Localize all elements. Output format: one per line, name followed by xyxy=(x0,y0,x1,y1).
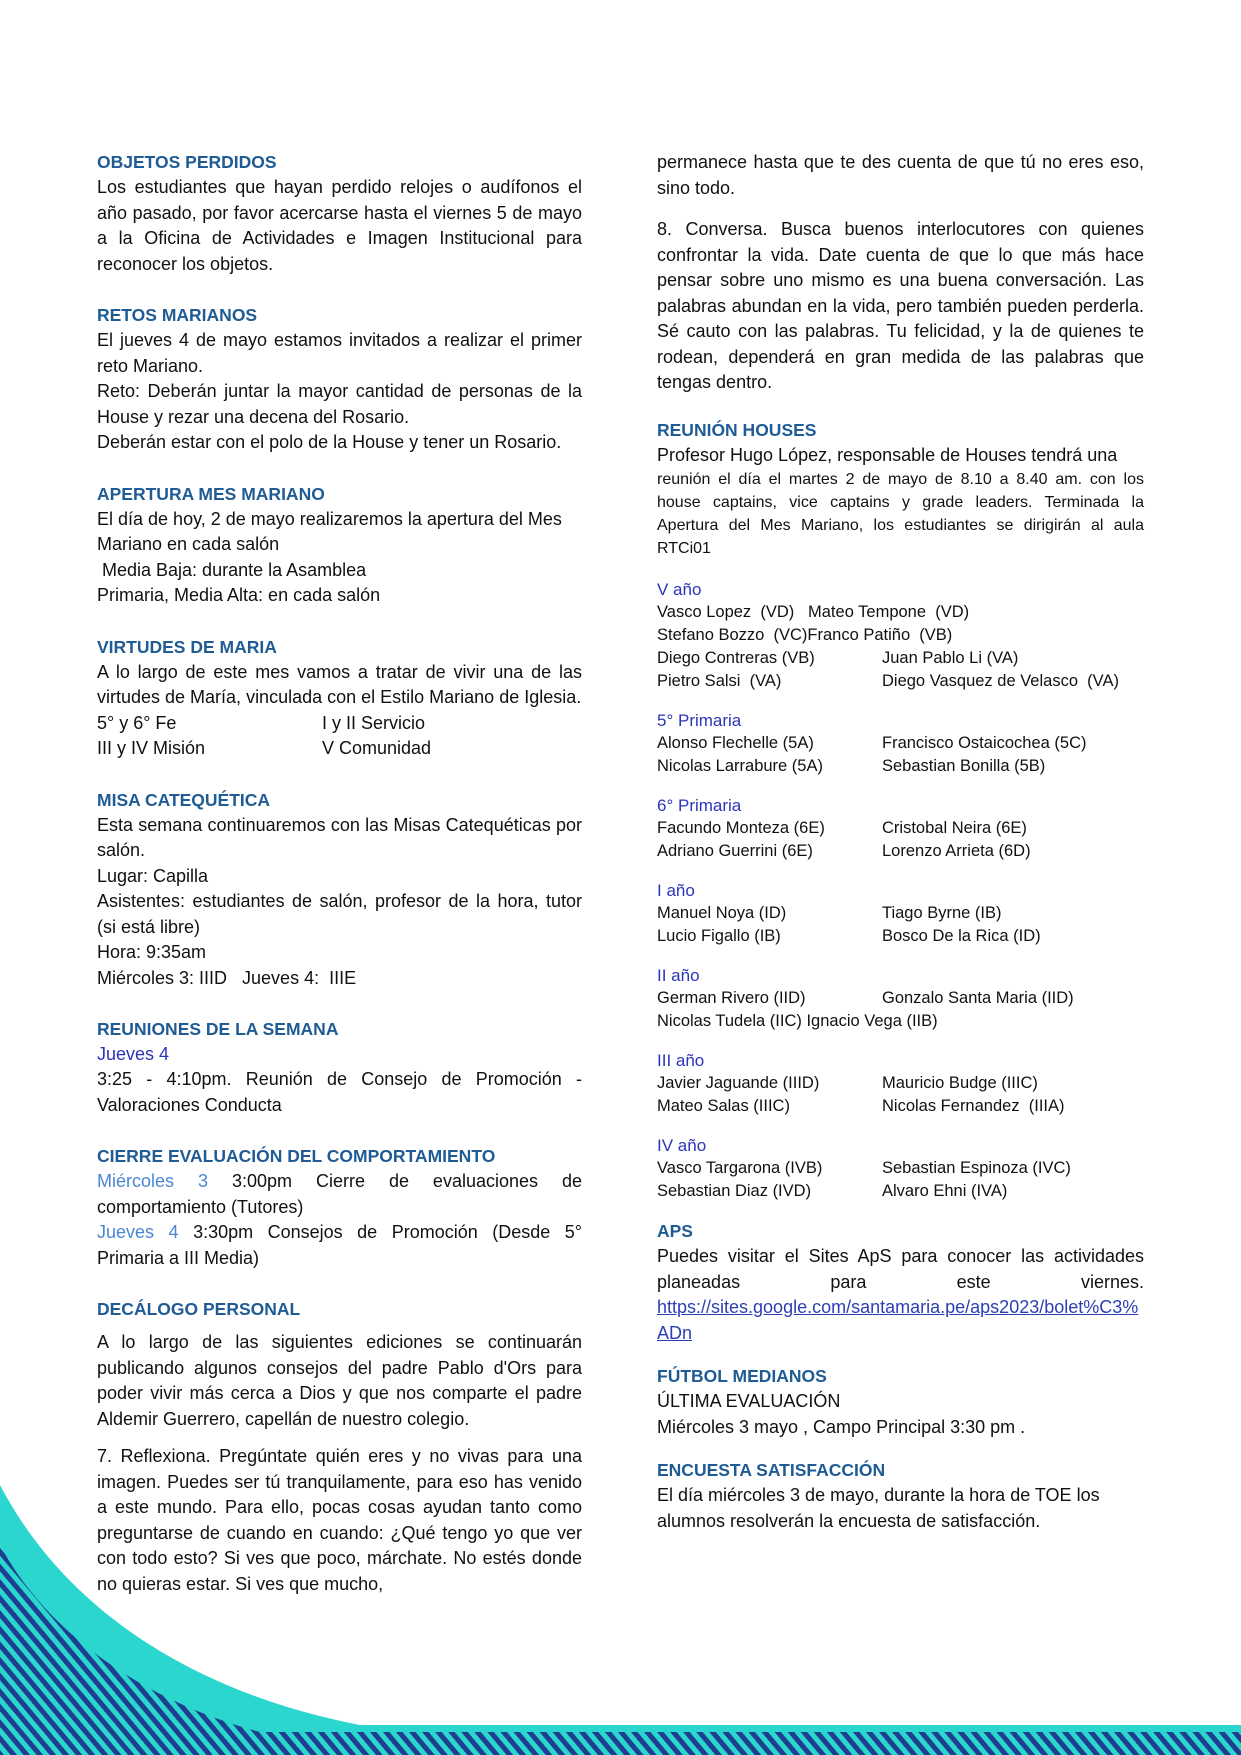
group-row xyxy=(657,987,1144,1010)
student-name: Vasco Targarona (IVB) xyxy=(657,1159,823,1177)
student-name: Juan Pablo Li (VA) xyxy=(882,649,1019,667)
house-group xyxy=(657,1134,1144,1203)
student-name: Vasco Lopez (VD) Mateo Tempone (VD) xyxy=(657,603,970,621)
group-row xyxy=(657,601,1144,624)
left-column xyxy=(97,150,582,1597)
group-row xyxy=(657,840,1144,863)
houses-groups xyxy=(657,578,1144,1203)
section-heading: ENCUESTA SATISFACCIÓN xyxy=(657,1460,886,1480)
section-text: Los estudiantes que hayan perdido relojes o audífonos el año pasado, por favor acercarse hasta el viernes 5 de mayo a la Oficina de Actividades e Imagen Institucional para reconocer los objetos. xyxy=(97,177,582,274)
section-encuesta xyxy=(657,1458,1144,1534)
group-row xyxy=(657,647,1144,670)
group-row xyxy=(657,925,1144,948)
section-futbol xyxy=(657,1364,1144,1440)
section-misa xyxy=(97,788,582,992)
student-name: German Rivero (IID) xyxy=(657,989,806,1007)
house-group xyxy=(657,794,1144,863)
decalogo-continuation: permanece hasta que te des cuenta de que tú no eres eso, sino todo. xyxy=(657,152,1144,198)
student-name: Manuel Noya (ID) xyxy=(657,904,787,922)
section-text: A lo largo de este mes vamos a tratar de vivir una de las virtudes de María, vinculada con el Estilo Mariano de Iglesia. xyxy=(97,661,582,707)
decalogo-item-8: 8. Conversa. Busca buenos interlocutores con quienes confrontar la vida. Date cuenta de que lo que más hace pensar sobre uno mismo es una buena conversación. Las palabras abundan en la vida, pero también pueden perderla. Sé cauto con las palabras. Tu felicidad, y la de quienes te rodean, dependerá en gran medida de las palabras que tengas dentro. xyxy=(657,219,1144,392)
student-name: Pietro Salsi (VA) xyxy=(657,672,782,690)
day-text: 3:00pm Cierre de evaluaciones de comportamiento (Tutores) xyxy=(97,1171,582,1217)
section-text: Media Baja: durante la Asamblea xyxy=(97,559,367,580)
section-text: Esta semana continuaremos con las Misas Catequéticas por salón. xyxy=(97,814,582,860)
group-title: V año xyxy=(657,580,702,599)
group-title: 6° Primaria xyxy=(657,796,742,815)
group-row xyxy=(657,1095,1144,1118)
section-text: reunión el día el martes 2 de mayo de 8.10 a 8.40 am. con los house captains, vice captains y grade leaders. Terminada la Apertura del Mes Mariano, los estudiantes se dirigirán al aula RTCi01 xyxy=(657,471,1144,557)
house-group xyxy=(657,578,1144,693)
virtud-item: III y IV Misión xyxy=(97,738,206,758)
student-name: Sebastian Diaz (IVD) xyxy=(657,1182,812,1200)
group-row xyxy=(657,624,1144,647)
group-row xyxy=(657,1010,1144,1033)
virtud-item: V Comunidad xyxy=(322,738,432,758)
day-label: Jueves 4 xyxy=(97,1222,179,1242)
section-heading: FÚTBOL MEDIANOS xyxy=(657,1366,827,1386)
student-name: Tiago Byrne (IB) xyxy=(882,904,1002,922)
aps-link[interactable]: https://sites.google.com/santamaria.pe/aps2023/bolet%C3%ADn xyxy=(657,1297,1139,1343)
section-text: Asistentes: estudiantes de salón, profesor de la hora, tutor (si está libre) xyxy=(97,891,582,937)
section-heading: DECÁLOGO PERSONAL xyxy=(97,1299,301,1319)
group-title: II año xyxy=(657,966,700,985)
section-text: Reto: Deberán juntar la mayor cantidad de personas de la House y rezar una decena del Rosario. xyxy=(97,381,582,427)
section-text: A lo largo de las siguientes ediciones se continuarán publicando algunos consejos del padre Pablo d'Ors para poder vivir más cerca a Dios y que nos comparte el padre Aldemir Guerrero, capellán de nuestro colegio. xyxy=(97,1332,582,1429)
section-text: El jueves 4 de mayo estamos invitados a realizar el primer reto Mariano. xyxy=(97,330,582,376)
student-name: Nicolas Fernandez (IIIA) xyxy=(882,1097,1065,1115)
section-retos-marianos xyxy=(97,303,582,456)
section-text: Puedes visitar el Sites ApS para conocer las actividades planeadas para este viernes. xyxy=(657,1246,1144,1292)
section-heading: MISA CATEQUÉTICA xyxy=(97,789,271,810)
group-row xyxy=(657,1180,1144,1203)
student-name: Nicolas Tudela (IIC) Ignacio Vega (IIB) xyxy=(657,1012,938,1030)
section-reuniones xyxy=(97,1017,582,1118)
group-title: III año xyxy=(657,1051,705,1070)
group-title: 5° Primaria xyxy=(657,711,742,730)
section-text: 7. Reflexiona. Pregúntate quién eres y no vivas para una imagen. Puedes ser tú tranquilamente, para eso has venido a este mundo. Para ello, pocas cosas ayudan tanto como preguntarse de cuando en cuando: ¿Qué tengo yo que ver con todo esto? Si ves que poco, márchate. No estés donde no quieras estar. Si ves que mucho, xyxy=(97,1446,582,1594)
section-text: Hora: 9:35am xyxy=(97,942,207,962)
student-name: Sebastian Bonilla (5B) xyxy=(882,757,1046,775)
house-group xyxy=(657,709,1144,778)
day-text: 3:30pm Consejos de Promoción (Desde 5° Primaria a III Media) xyxy=(97,1222,582,1268)
section-heading: OBJETOS PERDIDOS xyxy=(97,152,277,172)
student-name: Francisco Ostaicochea (5C) xyxy=(882,734,1087,752)
section-heading: REUNIONES DE LA SEMANA xyxy=(97,1019,339,1039)
student-name: Lorenzo Arrieta (6D) xyxy=(882,842,1031,860)
student-name: Alonso Flechelle (5A) xyxy=(657,734,814,752)
section-text: 3:25 - 4:10pm. Reunión de Consejo de Promoción - Valoraciones Conducta xyxy=(97,1069,582,1115)
section-text xyxy=(97,1220,582,1271)
section-aps xyxy=(657,1219,1144,1346)
student-name: Stefano Bozzo (VC)Franco Patiño (VB) xyxy=(657,626,953,644)
section-virtudes xyxy=(97,635,582,762)
house-group xyxy=(657,1049,1144,1118)
group-row xyxy=(657,1157,1144,1180)
section-text xyxy=(97,1169,582,1220)
student-name: Sebastian Espinoza (IVC) xyxy=(882,1159,1071,1177)
right-column xyxy=(657,150,1144,1534)
group-row xyxy=(657,902,1144,925)
student-name: Gonzalo Santa Maria (IID) xyxy=(882,989,1074,1007)
student-name: Bosco De la Rica (ID) xyxy=(882,927,1041,945)
section-cierre xyxy=(97,1144,582,1271)
virtudes-grid xyxy=(97,711,582,762)
group-row xyxy=(657,817,1144,840)
section-text: Lugar: Capilla xyxy=(97,865,209,886)
section-text: Miércoles 3 mayo , Campo Principal 3:30 pm . xyxy=(657,1416,1026,1437)
student-name: Mateo Salas (IIIC) xyxy=(657,1097,790,1115)
section-apertura xyxy=(97,482,582,609)
house-group xyxy=(657,964,1144,1033)
day-label: Miércoles 3 xyxy=(97,1171,208,1191)
student-name: Alvaro Ehni (IVA) xyxy=(882,1182,1008,1200)
section-text: Profesor Hugo López, responsable de Houses tendrá una xyxy=(657,444,1118,465)
group-title: IV año xyxy=(657,1136,707,1155)
student-name: Mauricio Budge (IIIC) xyxy=(882,1074,1038,1092)
virtud-item: 5° y 6° Fe xyxy=(97,712,177,733)
section-heading: RETOS MARIANOS xyxy=(97,305,258,325)
section-heading: CIERRE EVALUACIÓN DEL COMPORTAMIENTO xyxy=(97,1146,496,1166)
student-name: Cristobal Neira (6E) xyxy=(882,819,1027,837)
student-name: Lucio Figallo (IB) xyxy=(657,927,781,945)
section-decalogo xyxy=(97,1297,582,1597)
section-text: El día de hoy, 2 de mayo realizaremos la apertura del Mes Mariano en cada salón xyxy=(97,508,562,554)
student-name: Javier Jaguande (IIID) xyxy=(657,1074,820,1092)
group-row xyxy=(657,732,1144,755)
group-row xyxy=(657,755,1144,778)
group-row xyxy=(657,1072,1144,1095)
section-subheading: Jueves 4 xyxy=(97,1044,170,1064)
student-name: Nicolas Larrabure (5A) xyxy=(657,757,823,775)
section-text: Miércoles 3: IIID Jueves 4: IIIE xyxy=(97,967,357,988)
student-name: Adriano Guerrini (6E) xyxy=(657,842,813,860)
house-group xyxy=(657,879,1144,948)
student-name: Diego Vasquez de Velasco (VA) xyxy=(882,672,1119,690)
section-heading: VIRTUDES DE MARIA xyxy=(97,636,277,657)
section-heading: APERTURA MES MARIANO xyxy=(97,483,325,504)
section-reunion-houses xyxy=(657,418,1144,561)
student-name: Diego Contreras (VB) xyxy=(657,649,815,667)
section-objetos-perdidos xyxy=(97,150,582,277)
virtud-item: I y II Servicio xyxy=(322,712,426,733)
section-text: ÚLTIMA EVALUACIÓN xyxy=(657,1391,841,1411)
section-text: El día miércoles 3 de mayo, durante la hora de TOE los alumnos resolverán la encuesta de satisfacción. xyxy=(657,1485,1100,1531)
section-text: Deberán estar con el polo de la House y tener un Rosario. xyxy=(97,432,562,452)
section-heading: APS xyxy=(657,1221,693,1241)
student-name: Facundo Monteza (6E) xyxy=(657,819,825,837)
group-row xyxy=(657,670,1144,693)
section-text: Primaria, Media Alta: en cada salón xyxy=(97,585,381,605)
section-heading: REUNIÓN HOUSES xyxy=(657,419,817,440)
group-title: I año xyxy=(657,881,695,900)
